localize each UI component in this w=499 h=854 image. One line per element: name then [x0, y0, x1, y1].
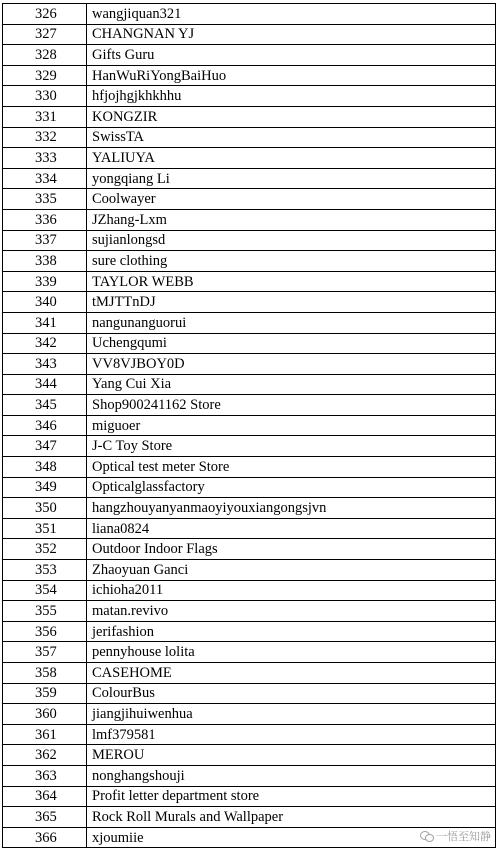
table-row — [3, 271, 496, 292]
store-name: Yang Cui Xia — [87, 374, 496, 395]
table-row — [3, 683, 496, 704]
row-number: 358 — [3, 663, 87, 684]
wechat-icon — [420, 831, 433, 841]
row-number: 355 — [3, 601, 87, 622]
row-number: 360 — [3, 704, 87, 725]
row-number: 339 — [3, 271, 87, 292]
table-row — [3, 24, 496, 45]
store-name: MEROU — [87, 745, 496, 766]
watermark — [418, 828, 493, 844]
store-name: ColourBus — [87, 683, 496, 704]
store-name: YALIUYA — [87, 148, 496, 169]
store-name: hfjojhgjkhkhhu — [87, 86, 496, 107]
row-number: 366 — [3, 827, 87, 848]
store-name: Profit letter department store — [87, 786, 496, 807]
table-row — [3, 621, 496, 642]
table-row — [3, 745, 496, 766]
table-row — [3, 65, 496, 86]
table-row — [3, 704, 496, 725]
store-name: VV8VJBOY0D — [87, 354, 496, 375]
table-row — [3, 45, 496, 66]
row-number: 365 — [3, 807, 87, 828]
table-row — [3, 518, 496, 539]
row-number: 362 — [3, 745, 87, 766]
row-number: 327 — [3, 24, 87, 45]
row-number: 357 — [3, 642, 87, 663]
row-number: 331 — [3, 106, 87, 127]
store-name: CASEHOME — [87, 663, 496, 684]
row-number: 350 — [3, 498, 87, 519]
row-number: 338 — [3, 251, 87, 272]
row-number: 330 — [3, 86, 87, 107]
row-number: 326 — [3, 4, 87, 25]
table-row — [3, 374, 496, 395]
table-row — [3, 663, 496, 684]
row-number: 359 — [3, 683, 87, 704]
store-name: sujianlongsd — [87, 230, 496, 251]
store-name: J-C Toy Store — [87, 436, 496, 457]
row-number: 336 — [3, 209, 87, 230]
store-name: yongqiang Li — [87, 168, 496, 189]
table-row — [3, 189, 496, 210]
store-name: Coolwayer — [87, 189, 496, 210]
row-number: 344 — [3, 374, 87, 395]
table-row — [3, 560, 496, 581]
store-name: xjoumiie — [87, 827, 496, 848]
store-name: CHANGNAN YJ — [87, 24, 496, 45]
table-row — [3, 786, 496, 807]
store-name: pennyhouse lolita — [87, 642, 496, 663]
table-row — [3, 148, 496, 169]
table-row — [3, 292, 496, 313]
row-number: 361 — [3, 724, 87, 745]
store-name: Gifts Guru — [87, 45, 496, 66]
store-name: sure clothing — [87, 251, 496, 272]
table-row — [3, 312, 496, 333]
store-name: Zhaoyuan Ganci — [87, 560, 496, 581]
store-name: tMJTTnDJ — [87, 292, 496, 313]
table-row — [3, 395, 496, 416]
store-name: jerifashion — [87, 621, 496, 642]
watermark-text: 一悟至知静 — [436, 830, 491, 843]
store-name: nangunanguorui — [87, 312, 496, 333]
row-number: 352 — [3, 539, 87, 560]
table-row — [3, 477, 496, 498]
store-list-body — [3, 4, 496, 848]
table-row — [3, 230, 496, 251]
table-row — [3, 498, 496, 519]
table-row — [3, 436, 496, 457]
store-name: ichioha2011 — [87, 580, 496, 601]
store-list-table — [2, 3, 496, 848]
store-name: JZhang-Lxm — [87, 209, 496, 230]
table-row — [3, 127, 496, 148]
store-name: SwissTA — [87, 127, 496, 148]
store-name: Rock Roll Murals and Wallpaper — [87, 807, 496, 828]
table-row — [3, 354, 496, 375]
row-number: 345 — [3, 395, 87, 416]
table-row — [3, 642, 496, 663]
table-row — [3, 457, 496, 478]
row-number: 346 — [3, 415, 87, 436]
store-name: matan.revivo — [87, 601, 496, 622]
row-number: 363 — [3, 765, 87, 786]
table-row — [3, 601, 496, 622]
store-name: nonghangshouji — [87, 765, 496, 786]
row-number: 329 — [3, 65, 87, 86]
table-row — [3, 765, 496, 786]
table-row — [3, 539, 496, 560]
table-row — [3, 580, 496, 601]
store-name: Shop900241162 Store — [87, 395, 496, 416]
row-number: 328 — [3, 45, 87, 66]
row-number: 351 — [3, 518, 87, 539]
store-name: HanWuRiYongBaiHuo — [87, 65, 496, 86]
store-name: Uchengqumi — [87, 333, 496, 354]
table-row — [3, 4, 496, 25]
row-number: 332 — [3, 127, 87, 148]
table-row — [3, 415, 496, 436]
store-name: wangjiquan321 — [87, 4, 496, 25]
row-number: 354 — [3, 580, 87, 601]
row-number: 340 — [3, 292, 87, 313]
store-name: liana0824 — [87, 518, 496, 539]
row-number: 347 — [3, 436, 87, 457]
table-row — [3, 209, 496, 230]
row-number: 356 — [3, 621, 87, 642]
row-number: 341 — [3, 312, 87, 333]
store-name: hangzhouyanyanmaoyiyouxiangongsjvn — [87, 498, 496, 519]
table-row — [3, 724, 496, 745]
store-name: Outdoor Indoor Flags — [87, 539, 496, 560]
table-row — [3, 333, 496, 354]
row-number: 342 — [3, 333, 87, 354]
table-row — [3, 86, 496, 107]
table-row — [3, 168, 496, 189]
row-number: 348 — [3, 457, 87, 478]
store-name: lmf379581 — [87, 724, 496, 745]
row-number: 337 — [3, 230, 87, 251]
store-name: Optical test meter Store — [87, 457, 496, 478]
store-name: TAYLOR WEBB — [87, 271, 496, 292]
store-name: jiangjihuiwenhua — [87, 704, 496, 725]
row-number: 334 — [3, 168, 87, 189]
row-number: 343 — [3, 354, 87, 375]
store-name: miguoer — [87, 415, 496, 436]
row-number: 333 — [3, 148, 87, 169]
store-name: Opticalglassfactory — [87, 477, 496, 498]
table-row — [3, 251, 496, 272]
row-number: 353 — [3, 560, 87, 581]
row-number: 335 — [3, 189, 87, 210]
table-row — [3, 807, 496, 828]
store-name: KONGZIR — [87, 106, 496, 127]
row-number: 364 — [3, 786, 87, 807]
table-row — [3, 106, 496, 127]
row-number: 349 — [3, 477, 87, 498]
